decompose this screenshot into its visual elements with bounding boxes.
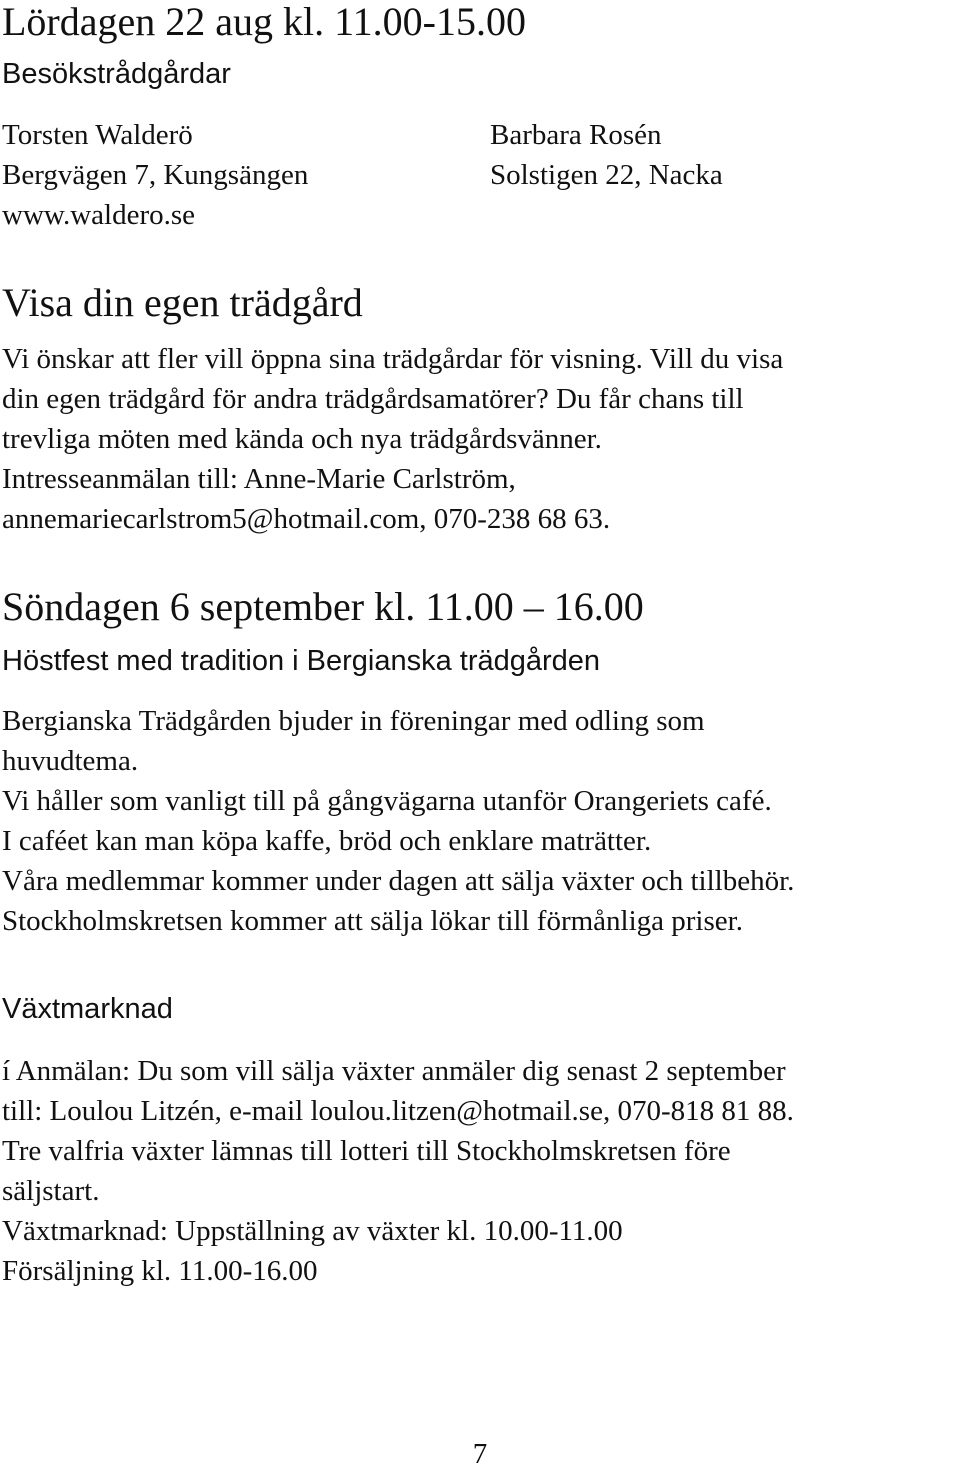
show-garden-heading: Visa din egen trädgård — [2, 280, 363, 325]
garden-1-website: www.waldero.se — [2, 199, 196, 231]
plant-market-line: í Anmälan: Du som vill sälja växter anmäler dig senast 2 september — [2, 1055, 786, 1087]
plant-market-line: Försäljning kl. 11.00-16.00 — [2, 1255, 318, 1287]
garden-1-address: Bergvägen 7, Kungsängen — [2, 159, 309, 191]
page-number: 7 — [472, 1438, 488, 1470]
sunday-line: huvudtema. — [2, 745, 139, 777]
plant-market-line: säljstart. — [2, 1175, 100, 1207]
sunday-subheading: Höstfest med tradition i Bergianska trädgården — [2, 645, 601, 677]
plant-market-heading: Växtmarknad — [2, 993, 173, 1025]
show-garden-line: annemariecarlstrom5@hotmail.com, 070-238 68 63. — [2, 503, 611, 535]
sunday-line: Våra medlemmar kommer under dagen att sälja växter och tillbehör. — [2, 865, 795, 897]
show-garden-line: Intresseanmälan till: Anne-Marie Carlström, — [2, 463, 516, 495]
plant-market-line: till: Loulou Litzén, e-mail loulou.litzen@hotmail.se, 070-818 81 88. — [2, 1095, 794, 1127]
garden-2-address: Solstigen 22, Nacka — [490, 159, 723, 191]
show-garden-line: Vi önskar att fler vill öppna sina trädgårdar för visning. Vill du visa — [2, 343, 784, 375]
garden-2-name: Barbara Rosén — [490, 119, 662, 151]
plant-market-line: Växtmarknad: Uppställning av växter kl. 10.00-11.00 — [2, 1215, 623, 1247]
show-garden-line: din egen trädgård för andra trädgårdsamatörer? Du får chans till — [2, 383, 744, 415]
sunday-line: Bergianska Trädgården bjuder in föreningar med odling som — [2, 705, 705, 737]
sunday-line: I caféet kan man köpa kaffe, bröd och enklare maträtter. — [2, 825, 652, 857]
sunday-heading: Söndagen 6 september kl. 11.00 – 16.00 — [2, 584, 644, 629]
plant-market-line: Tre valfria växter lämnas till lotteri till Stockholmskretsen före — [2, 1135, 731, 1167]
show-garden-line: trevliga möten med kända och nya trädgårdsvänner. — [2, 423, 602, 455]
sunday-line: Vi håller som vanligt till på gångvägarna utanför Orangeriets café. — [2, 785, 772, 817]
saturday-subheading: Besökstrådgårdar — [2, 58, 231, 90]
saturday-heading: Lördagen 22 aug kl. 11.00-15.00 — [2, 0, 526, 44]
sunday-line: Stockholmskretsen kommer att sälja lökar till förmånliga priser. — [2, 905, 743, 937]
garden-1-name: Torsten Walderö — [2, 119, 193, 151]
